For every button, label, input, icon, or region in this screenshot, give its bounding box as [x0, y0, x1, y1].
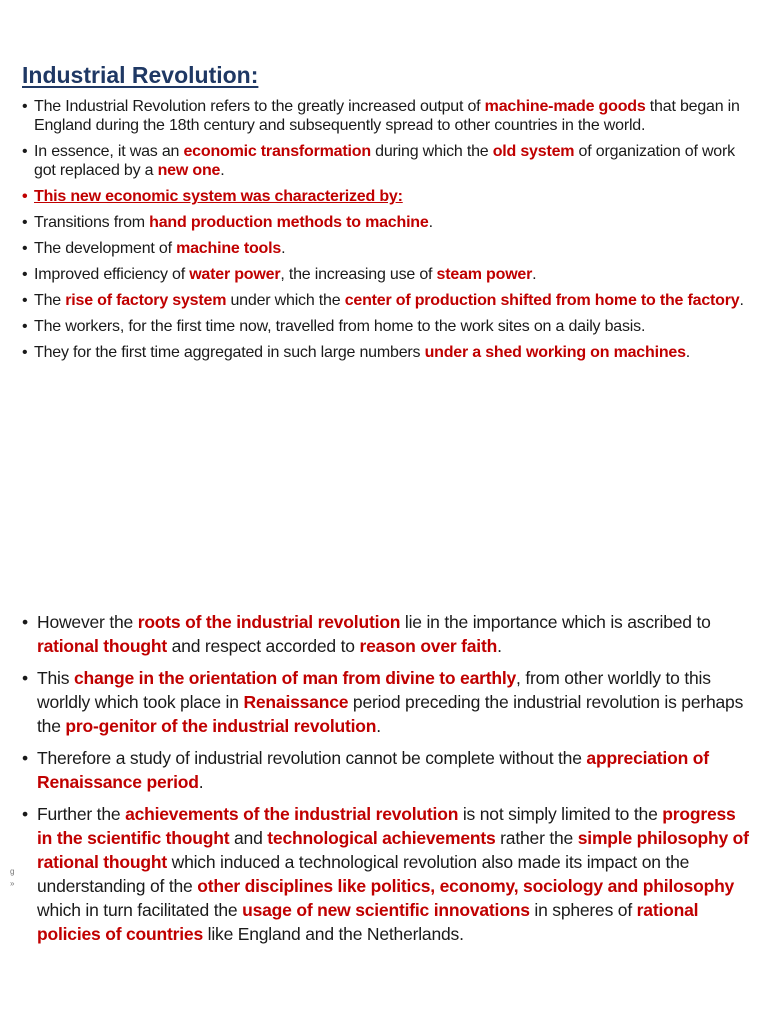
body-text: Further the — [37, 804, 126, 824]
body-text: This — [37, 668, 74, 688]
highlighted-text: water power — [189, 266, 281, 283]
body-text: In essence, it was an — [34, 143, 184, 160]
highlighted-text: new one — [157, 162, 221, 179]
margin-marks — [10, 866, 14, 890]
body-text: . — [685, 344, 691, 361]
bullet-item — [22, 610, 752, 658]
bullet-item — [22, 291, 752, 310]
bullet-item — [22, 265, 752, 284]
body-text: which in turn facilitated the — [37, 900, 243, 920]
body-text: of organization of work got replaced by a — [34, 143, 735, 179]
body-text: and respect accorded to — [166, 636, 360, 656]
bullet-item — [22, 213, 752, 232]
bullet-item — [22, 97, 752, 135]
body-text: lie in the importance which is ascribed to — [400, 612, 711, 632]
body-text: . — [739, 292, 744, 309]
highlighted-text: rational policies of countries — [37, 900, 699, 944]
body-text: is not simply limited to the — [458, 804, 663, 824]
bullet-item — [22, 187, 752, 206]
bullet-item — [22, 142, 752, 180]
highlighted-text: usage of new scientific innovations — [242, 900, 530, 920]
body-text: that began in England during the 18th century and subsequently spread to other countries in the world. — [34, 98, 740, 134]
bullet-item — [22, 666, 752, 738]
highlighted-text: progress in the scientific thought — [37, 804, 736, 848]
body-text: , from other worldly to this worldly which took place in — [37, 668, 711, 712]
highlighted-text: hand production methods to machine — [149, 214, 429, 231]
highlighted-text: machine tools — [176, 240, 282, 257]
body-text: during which the — [370, 143, 493, 160]
body-text: . — [198, 772, 204, 792]
body-text: like England and the Netherlands. — [202, 924, 464, 944]
highlighted-text: roots of the industrial revolution — [137, 612, 401, 632]
highlighted-text: appreciation of Renaissance period — [37, 748, 709, 792]
slide-roots-of-revolution — [22, 610, 752, 954]
bullet-item — [22, 317, 752, 336]
highlighted-text: center of production shifted from home to the factory — [344, 292, 740, 309]
body-text: The — [34, 292, 66, 309]
highlighted-text: This new economic system was characterized by: — [34, 188, 403, 205]
highlighted-text: simple philosophy of rational thought — [37, 828, 749, 872]
highlighted-text: pro-genitor of the industrial revolution — [65, 716, 377, 736]
highlighted-text: reason over faith — [359, 636, 498, 656]
body-text: Improved efficiency of — [34, 266, 190, 283]
highlighted-text: old system — [492, 143, 575, 160]
highlighted-text: change in the orientation of man from divine to earthly — [73, 668, 517, 688]
highlighted-text: achievements of the industrial revolution — [125, 804, 459, 824]
body-text: However the — [37, 612, 138, 632]
slide-title: Industrial Revolution: — [22, 62, 259, 88]
highlighted-text: technological achievements — [267, 828, 496, 848]
highlighted-text: Renaissance — [243, 692, 349, 712]
body-text: . — [532, 266, 537, 283]
body-text: and — [229, 828, 268, 848]
body-text: Transitions from — [34, 214, 150, 231]
body-text: under which the — [226, 292, 345, 309]
highlighted-text: steam power — [436, 266, 533, 283]
bullet-item — [22, 343, 752, 362]
margin-mark: » — [10, 879, 15, 888]
bullet-list — [22, 97, 752, 362]
body-text: The workers, for the first time now, travelled from home to the work sites on a daily basis. — [34, 318, 646, 335]
body-text: The development of — [34, 240, 177, 257]
slide-industrial-revolution — [22, 62, 752, 369]
body-text: They for the first time aggregated in such large numbers — [34, 344, 425, 361]
margin-mark: g — [10, 867, 15, 876]
body-text: . — [428, 214, 433, 231]
bullet-item — [22, 802, 752, 946]
body-text: which induced a technological revolution also made its impact on the understanding of the — [37, 852, 690, 896]
bullet-list — [22, 610, 752, 946]
body-text: in spheres of — [529, 900, 637, 920]
body-text: . — [497, 636, 502, 656]
highlighted-text: rational thought — [37, 636, 167, 656]
body-text: , the increasing use of — [280, 266, 437, 283]
bullet-item — [22, 746, 752, 794]
highlighted-text: under a shed working on machines — [424, 344, 686, 361]
body-text: period preceding the industrial revolution is perhaps the — [37, 692, 744, 736]
bullet-item — [22, 239, 752, 258]
body-text: . — [281, 240, 286, 257]
highlighted-text: machine-made goods — [484, 98, 646, 115]
highlighted-text: other disciplines like politics, economy, sociology and philosophy — [197, 876, 735, 896]
highlighted-text: economic transformation — [183, 143, 371, 160]
body-text: . — [220, 162, 225, 179]
body-text: rather the — [495, 828, 578, 848]
body-text: Therefore a study of industrial revolution cannot be complete without the — [37, 748, 587, 768]
highlighted-text: rise of factory system — [65, 292, 227, 309]
body-text: . — [376, 716, 381, 736]
body-text: The Industrial Revolution refers to the greatly increased output of — [34, 98, 485, 115]
